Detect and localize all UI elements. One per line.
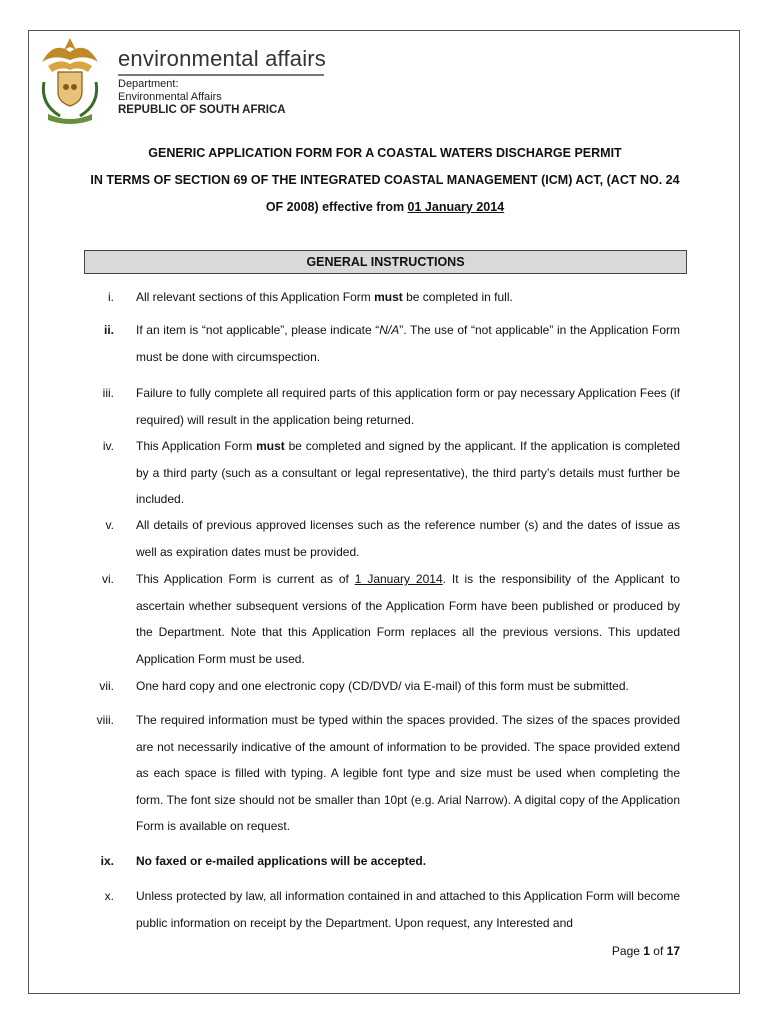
country-name: REPUBLIC OF SOUTH AFRICA bbox=[118, 104, 286, 116]
item-number: x. bbox=[104, 889, 114, 903]
title-prefix: OF 2008) effective from bbox=[265, 200, 408, 214]
item-number: vii. bbox=[99, 679, 114, 693]
effective-date: 01 January 2014 bbox=[407, 200, 505, 214]
item-text: This Application Form must be completed and signed by the applicant. If the application is completed by a third party (such as a consultant or legal representative), the third party’s details must further be included. bbox=[136, 439, 680, 506]
item-text: No faxed or e-mailed applications will be accepted. bbox=[136, 854, 427, 868]
item-number: ix. bbox=[100, 854, 114, 868]
item-text: This Application Form is current as of 1 January 2014. It is the responsibility of the Applicant to ascertain whether subsequent versions of the Application Form have been published or produced by the Department. Note that this Application Form replaces all the previous versions. This updated Application Form must be used. bbox=[136, 572, 680, 666]
item-number: iii. bbox=[102, 386, 114, 400]
item-number: i. bbox=[108, 290, 114, 304]
department-label: Department: bbox=[118, 78, 179, 90]
general-instructions-heading: GENERAL INSTRUCTIONS bbox=[84, 250, 687, 274]
page-number: Page 1 of 17 bbox=[611, 944, 680, 958]
item-number: v. bbox=[105, 518, 114, 532]
brand-title: environmental affairs bbox=[118, 46, 327, 71]
item-text: All details of previous approved licenses such as the reference number (s) and the dates of issue as well as expiration dates must be provided. bbox=[136, 518, 680, 559]
coat-of-arms-icon bbox=[34, 32, 106, 126]
form-title-line-3 bbox=[60, 200, 710, 214]
item-text: One hard copy and one electronic copy (CD/DVD/ via E-mail) of this form must be submitted. bbox=[136, 679, 629, 693]
item-number: vi. bbox=[102, 572, 114, 586]
item-text: Unless protected by law, all information contained in and attached to this Application Form will become public information on receipt by the Department. Upon request, any Interested and bbox=[136, 889, 680, 930]
brand-divider bbox=[118, 74, 324, 76]
item-text: Failure to fully complete all required parts of this application form or pay necessary Application Fees (if required) will result in the application being returned. bbox=[136, 386, 680, 427]
department-logo bbox=[34, 32, 326, 126]
form-title-line-1: GENERIC APPLICATION FORM FOR A COASTAL WATERS DISCHARGE PERMIT bbox=[148, 146, 622, 160]
item-number: iv. bbox=[102, 439, 114, 453]
item-number: viii. bbox=[96, 713, 114, 727]
department-name: Environmental Affairs bbox=[118, 91, 222, 103]
item-text: All relevant sections of this Application Form must be completed in full. bbox=[136, 290, 513, 304]
item-text: If an item is “not applicable”, please indicate “N/A”. The use of “not applicable” in the Application Form must be done with circumspection. bbox=[136, 323, 680, 364]
item-text: The required information must be typed within the spaces provided. The sizes of the spaces provided are not necessarily indicative of the amount of information to be provided. The space provided extend as each space is filled with typing. A legible font type and size must be used when completing the form. The font size should not be smaller than 10pt (e.g. Arial Narrow). A digital copy of the Application Form is available on request. bbox=[136, 713, 680, 833]
form-title-line-2: IN TERMS OF SECTION 69 OF THE INTEGRATED COASTAL MANAGEMENT (ICM) ACT, (ACT NO. 24 bbox=[90, 173, 680, 187]
item-number: ii. bbox=[103, 323, 114, 337]
